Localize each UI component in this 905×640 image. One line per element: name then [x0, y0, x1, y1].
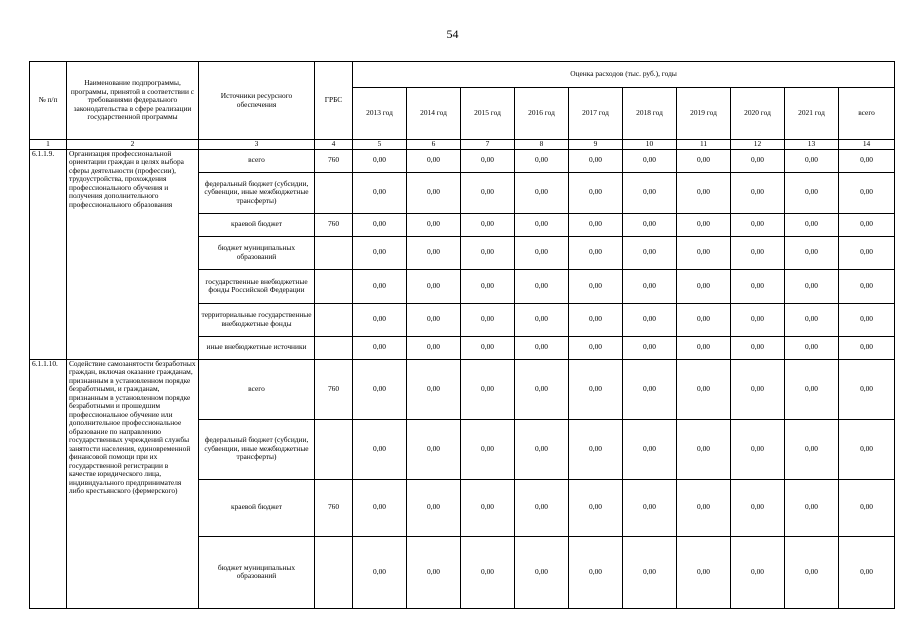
- column-number: 10: [623, 140, 677, 150]
- funding-source: территориальные государственные внебюджетные фонды: [199, 303, 315, 336]
- grbs-code: [315, 419, 353, 479]
- expense-value: 0,00: [623, 236, 677, 269]
- expense-value: 0,00: [515, 336, 569, 359]
- expense-value: 0,00: [353, 236, 407, 269]
- expense-value: 0,00: [785, 303, 839, 336]
- grbs-code: [315, 536, 353, 608]
- funding-source: краевой бюджет: [199, 479, 315, 536]
- table-row: [30, 359, 895, 419]
- expense-value: 0,00: [677, 172, 731, 213]
- expense-value: 0,00: [731, 269, 785, 303]
- expense-value: 0,00: [461, 303, 515, 336]
- expense-value: 0,00: [461, 236, 515, 269]
- expense-value: 0,00: [461, 479, 515, 536]
- header-year: 2021 год: [785, 88, 839, 140]
- expense-value: 0,00: [569, 536, 623, 608]
- expense-value: 0,00: [515, 303, 569, 336]
- expense-value: 0,00: [731, 336, 785, 359]
- header-grbs: ГРБС: [315, 62, 353, 140]
- expense-value: 0,00: [461, 359, 515, 419]
- expense-value: 0,00: [515, 149, 569, 172]
- expense-value: 0,00: [677, 536, 731, 608]
- header-year: 2013 год: [353, 88, 407, 140]
- column-number: 7: [461, 140, 515, 150]
- expense-value: 0,00: [839, 269, 895, 303]
- expense-value: 0,00: [515, 172, 569, 213]
- expense-value: 0,00: [407, 149, 461, 172]
- expense-value: 0,00: [407, 236, 461, 269]
- funding-source: всего: [199, 149, 315, 172]
- header-year: 2017 год: [569, 88, 623, 140]
- table-row: [30, 149, 895, 172]
- funding-source: иные внебюджетные источники: [199, 336, 315, 359]
- section-name: Организация профессиональной ориентации граждан в целях выбора сферы деятельности (профессии), трудоустройства, прохождения профессионального обучения и получения дополнительного профессионального образования: [67, 149, 199, 359]
- funding-source: федеральный бюджет (субсидии, субвенции, иные межбюджетные трансферты): [199, 172, 315, 213]
- grbs-code: 760: [315, 479, 353, 536]
- expense-value: 0,00: [353, 419, 407, 479]
- expense-value: 0,00: [461, 269, 515, 303]
- expense-value: 0,00: [731, 303, 785, 336]
- expense-value: 0,00: [677, 213, 731, 236]
- expense-value: 0,00: [623, 359, 677, 419]
- expense-value: 0,00: [515, 536, 569, 608]
- expense-value: 0,00: [353, 303, 407, 336]
- expense-value: 0,00: [839, 172, 895, 213]
- expense-value: 0,00: [839, 536, 895, 608]
- expense-value: 0,00: [839, 359, 895, 419]
- column-number: 8: [515, 140, 569, 150]
- column-number: 2: [67, 140, 199, 150]
- expense-value: 0,00: [353, 269, 407, 303]
- expense-value: 0,00: [677, 359, 731, 419]
- grbs-code: [315, 236, 353, 269]
- column-number: 12: [731, 140, 785, 150]
- expense-value: 0,00: [677, 303, 731, 336]
- expense-value: 0,00: [353, 172, 407, 213]
- funding-source: федеральный бюджет (субсидии, субвенции, иные межбюджетные трансферты): [199, 419, 315, 479]
- header-year: 2014 год: [407, 88, 461, 140]
- expense-value: 0,00: [731, 236, 785, 269]
- funding-source: государственные внебюджетные фонды Российской Федерации: [199, 269, 315, 303]
- expense-value: 0,00: [407, 536, 461, 608]
- expense-value: 0,00: [731, 536, 785, 608]
- expense-value: 0,00: [569, 269, 623, 303]
- section-number: 6.1.1.9.: [30, 149, 67, 359]
- expense-value: 0,00: [785, 149, 839, 172]
- grbs-code: 760: [315, 359, 353, 419]
- expense-value: 0,00: [515, 479, 569, 536]
- expense-value: 0,00: [785, 336, 839, 359]
- expense-value: 0,00: [569, 359, 623, 419]
- expense-value: 0,00: [353, 149, 407, 172]
- expense-value: 0,00: [623, 536, 677, 608]
- expense-value: 0,00: [353, 359, 407, 419]
- expense-value: 0,00: [569, 149, 623, 172]
- expense-value: 0,00: [569, 172, 623, 213]
- expense-value: 0,00: [461, 419, 515, 479]
- expense-value: 0,00: [569, 419, 623, 479]
- grbs-code: 760: [315, 213, 353, 236]
- expense-value: 0,00: [569, 303, 623, 336]
- expense-value: 0,00: [731, 149, 785, 172]
- expense-value: 0,00: [839, 479, 895, 536]
- funding-source: краевой бюджет: [199, 213, 315, 236]
- section-number: 6.1.1.10.: [30, 359, 67, 608]
- column-number: 9: [569, 140, 623, 150]
- expense-value: 0,00: [785, 269, 839, 303]
- expense-value: 0,00: [407, 172, 461, 213]
- header-year: 2020 год: [731, 88, 785, 140]
- funding-source: бюджет муниципальных образований: [199, 536, 315, 608]
- header-year: всего: [839, 88, 895, 140]
- expense-value: 0,00: [353, 536, 407, 608]
- expense-value: 0,00: [623, 269, 677, 303]
- expense-value: 0,00: [677, 336, 731, 359]
- column-number: 13: [785, 140, 839, 150]
- expense-value: 0,00: [353, 479, 407, 536]
- expense-value: 0,00: [839, 149, 895, 172]
- expense-value: 0,00: [569, 236, 623, 269]
- header-source: Источники ресурсного обеспечения: [199, 62, 315, 140]
- expense-value: 0,00: [407, 479, 461, 536]
- expense-value: 0,00: [461, 149, 515, 172]
- column-number: 6: [407, 140, 461, 150]
- column-number: 4: [315, 140, 353, 150]
- header-year: 2018 год: [623, 88, 677, 140]
- expense-value: 0,00: [785, 479, 839, 536]
- grbs-code: [315, 303, 353, 336]
- expense-value: 0,00: [461, 536, 515, 608]
- expense-value: 0,00: [407, 359, 461, 419]
- expense-value: 0,00: [839, 336, 895, 359]
- page-number: 54: [446, 27, 459, 41]
- expenditure-table: [29, 61, 895, 609]
- expense-value: 0,00: [569, 479, 623, 536]
- expense-value: 0,00: [461, 336, 515, 359]
- column-number: 14: [839, 140, 895, 150]
- expense-value: 0,00: [839, 303, 895, 336]
- expense-value: 0,00: [785, 359, 839, 419]
- funding-source: всего: [199, 359, 315, 419]
- expense-value: 0,00: [623, 419, 677, 479]
- expense-value: 0,00: [731, 213, 785, 236]
- expense-value: 0,00: [515, 269, 569, 303]
- expense-value: 0,00: [623, 303, 677, 336]
- column-number: 1: [30, 140, 67, 150]
- expense-value: 0,00: [731, 172, 785, 213]
- expense-value: 0,00: [677, 479, 731, 536]
- funding-source: бюджет муниципальных образований: [199, 236, 315, 269]
- expense-value: 0,00: [731, 359, 785, 419]
- expense-value: 0,00: [623, 213, 677, 236]
- expense-value: 0,00: [785, 213, 839, 236]
- expense-value: 0,00: [785, 536, 839, 608]
- expense-value: 0,00: [461, 213, 515, 236]
- expense-value: 0,00: [623, 479, 677, 536]
- expense-value: 0,00: [515, 359, 569, 419]
- grbs-code: [315, 269, 353, 303]
- expense-value: 0,00: [515, 213, 569, 236]
- expense-value: 0,00: [839, 419, 895, 479]
- expense-value: 0,00: [731, 419, 785, 479]
- expense-value: 0,00: [515, 236, 569, 269]
- grbs-code: [315, 172, 353, 213]
- expense-value: 0,00: [569, 336, 623, 359]
- expense-value: 0,00: [623, 172, 677, 213]
- expense-value: 0,00: [731, 479, 785, 536]
- grbs-code: 760: [315, 149, 353, 172]
- header-num: № п/п: [30, 62, 67, 140]
- expense-value: 0,00: [407, 419, 461, 479]
- expense-value: 0,00: [785, 419, 839, 479]
- expense-value: 0,00: [677, 419, 731, 479]
- header-year: 2019 год: [677, 88, 731, 140]
- header-estimate: Оценка расходов (тыс. руб.), годы: [353, 62, 895, 88]
- column-number: 5: [353, 140, 407, 150]
- header-name: Наименование подпрограммы, программы, принятой в соответствии с требованиями федерального законодательства в сфере реализации государственной программы: [67, 62, 199, 140]
- expense-value: 0,00: [461, 172, 515, 213]
- expense-value: 0,00: [407, 303, 461, 336]
- expense-value: 0,00: [623, 149, 677, 172]
- expense-value: 0,00: [839, 236, 895, 269]
- expense-value: 0,00: [677, 236, 731, 269]
- expense-value: 0,00: [785, 172, 839, 213]
- expense-value: 0,00: [569, 213, 623, 236]
- expense-value: 0,00: [839, 213, 895, 236]
- expense-value: 0,00: [407, 336, 461, 359]
- expense-value: 0,00: [785, 236, 839, 269]
- section-name: Содействие самозанятости безработных граждан, включая оказание гражданам, признанным в установленном порядке безработными, и гражданам, признанным в установленном порядке безработными и прошедшим профессиональное обучение или дополнительное профессиональное образование по направлению государственных учреждений службы занятости населения, единовременной финансовой помощи при их государственной регистрации в качестве юридического лица, индивидуального предпринимателя либо крестьянского (фермерского): [67, 359, 199, 608]
- expense-value: 0,00: [353, 336, 407, 359]
- header-year: 2016 год: [515, 88, 569, 140]
- expense-value: 0,00: [623, 336, 677, 359]
- column-number: 11: [677, 140, 731, 150]
- grbs-code: [315, 336, 353, 359]
- header-year: 2015 год: [461, 88, 515, 140]
- expense-value: 0,00: [407, 269, 461, 303]
- expense-value: 0,00: [515, 419, 569, 479]
- expense-value: 0,00: [353, 213, 407, 236]
- column-number: 3: [199, 140, 315, 150]
- expense-value: 0,00: [677, 149, 731, 172]
- expense-value: 0,00: [407, 213, 461, 236]
- expense-value: 0,00: [677, 269, 731, 303]
